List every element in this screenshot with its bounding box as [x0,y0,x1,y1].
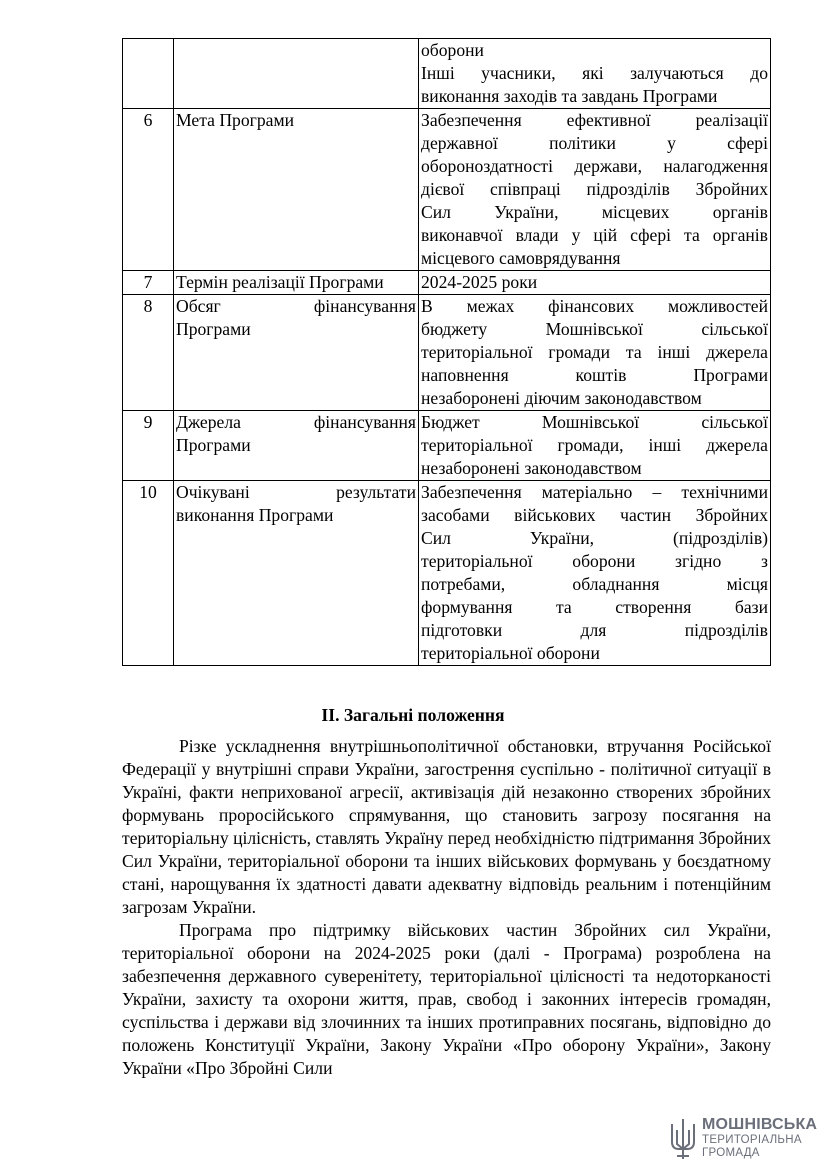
value-line: підготовки для підрозділів [421,620,768,640]
row-value [419,295,771,411]
value-line: незаборонені діючим законодавством [421,388,702,408]
logo-title: МОШНІВСЬКА [702,1116,818,1133]
table-row [123,295,771,411]
value-line: територіальної громади та інші джерела [421,342,768,362]
name-line: Програми [176,435,251,455]
table-row [123,411,771,481]
table-row [123,271,771,295]
value-line: Забезпечення матеріально – технічними [421,482,768,502]
value-line: Сил України, місцевих органів [421,202,768,222]
value-line: В межах фінансових можливостей [421,296,768,316]
name-line: Обсяг фінансування [176,296,416,316]
row-name [174,39,419,109]
row-value [419,411,771,481]
value-line: формування та створення бази [421,597,768,617]
row-number: 10 [123,481,174,666]
row-name [174,481,419,666]
trident-icon [668,1116,698,1162]
value-line: бюджету Мошнівської сільської [421,319,768,339]
table-row [123,39,771,109]
row-name: Термін реалізації Програми [174,271,419,295]
table-row [123,481,771,666]
row-number: 9 [123,411,174,481]
value-line: незаборонені законодавством [421,458,642,478]
row-value [419,109,771,271]
row-number: 7 [123,271,174,295]
value-line: оборони [421,40,484,60]
table-row [123,109,771,271]
row-value [419,39,771,109]
value-line: потребами, обладнання місця [421,574,768,594]
value-line: Інші учасники, які залучаються до [421,63,768,83]
logo-subtitle: ТЕРИТОРІАЛЬНА [702,1134,802,1146]
value-line: обороноздатності держави, налагодження [421,156,768,176]
paragraph: Різке ускладнення внутрішньополітичної обстановки, втручання Російської Федерації у внутрішні справи України, загострення суспільно - політичної ситуації в Україні, факти неприхованої агресії, активізація дій незаконно створених збройних формувань проросійського спрямування, що становить загрозу посягання на територіальну цілісність, ставлять Україну перед необхідністю підтримання Збройних Сил України, територіальної оборони та інших військових формувань у боєздатному стані, нарощування їх здатності давати адекватну відповідь реальним і потенційним загрозам України. [122,736,771,917]
logo-subtitle: ГРОМАДА [702,1147,760,1159]
community-logo [668,1116,818,1162]
row-name [174,295,419,411]
name-line: виконання Програми [176,505,334,525]
value-line: територіальної громади, інші джерела [421,435,768,455]
value-line: Бюджет Мошнівської сільської [421,412,768,432]
name-line: Програми [176,319,251,339]
value-line: виконання заходів та завдань Програми [421,86,718,106]
value-line: засобами військових частин Збройних [421,505,768,525]
value-line: Сил України, (підрозділів) [421,528,768,548]
value-line: державної політики у сфері [421,133,768,153]
value-line: 2024-2025 роки [421,272,538,292]
value-line: територіальної оборони згідно з [421,551,768,571]
name-line: Джерела фінансування [176,412,416,432]
row-name: Мета Програми [174,109,419,271]
paragraph: Програма про підтримку військових частин Збройних сил України, територіальної оборони на 2024-2025 роки (далі - Програма) розроблена на забезпечення державного суверенітету, територіальної цілісності та недоторканості України, захисту та охорони життя, прав, свобод і законних інтересів громадян, суспільства і держави від злочинних та інших протиправних посягань, відповідно до положень Конституції України, Закону України «Про оборону України», Закону України «Про Збройні Сили [122,920,771,1078]
section-title: ІІ. Загальні положення [321,705,505,725]
value-line: територіальної оборони [421,643,600,663]
row-value [419,481,771,666]
row-number: 6 [123,109,174,271]
logo-text [702,1116,817,1160]
value-line: Забезпечення ефективної реалізації [421,110,768,130]
row-name [174,411,419,481]
name-line: Очікувані результати [176,482,416,502]
value-line: наповнення коштів Програми [421,365,768,385]
section-body [122,735,771,1080]
program-passport-table [122,38,771,666]
value-line: виконавчої влади у цій сфері та органів [421,225,768,245]
row-number: 8 [123,295,174,411]
row-value [419,271,771,295]
row-number [123,39,174,109]
value-line: дієвої співпраці підрозділів Збройних [421,179,768,199]
value-line: місцевого самоврядування [421,248,621,268]
